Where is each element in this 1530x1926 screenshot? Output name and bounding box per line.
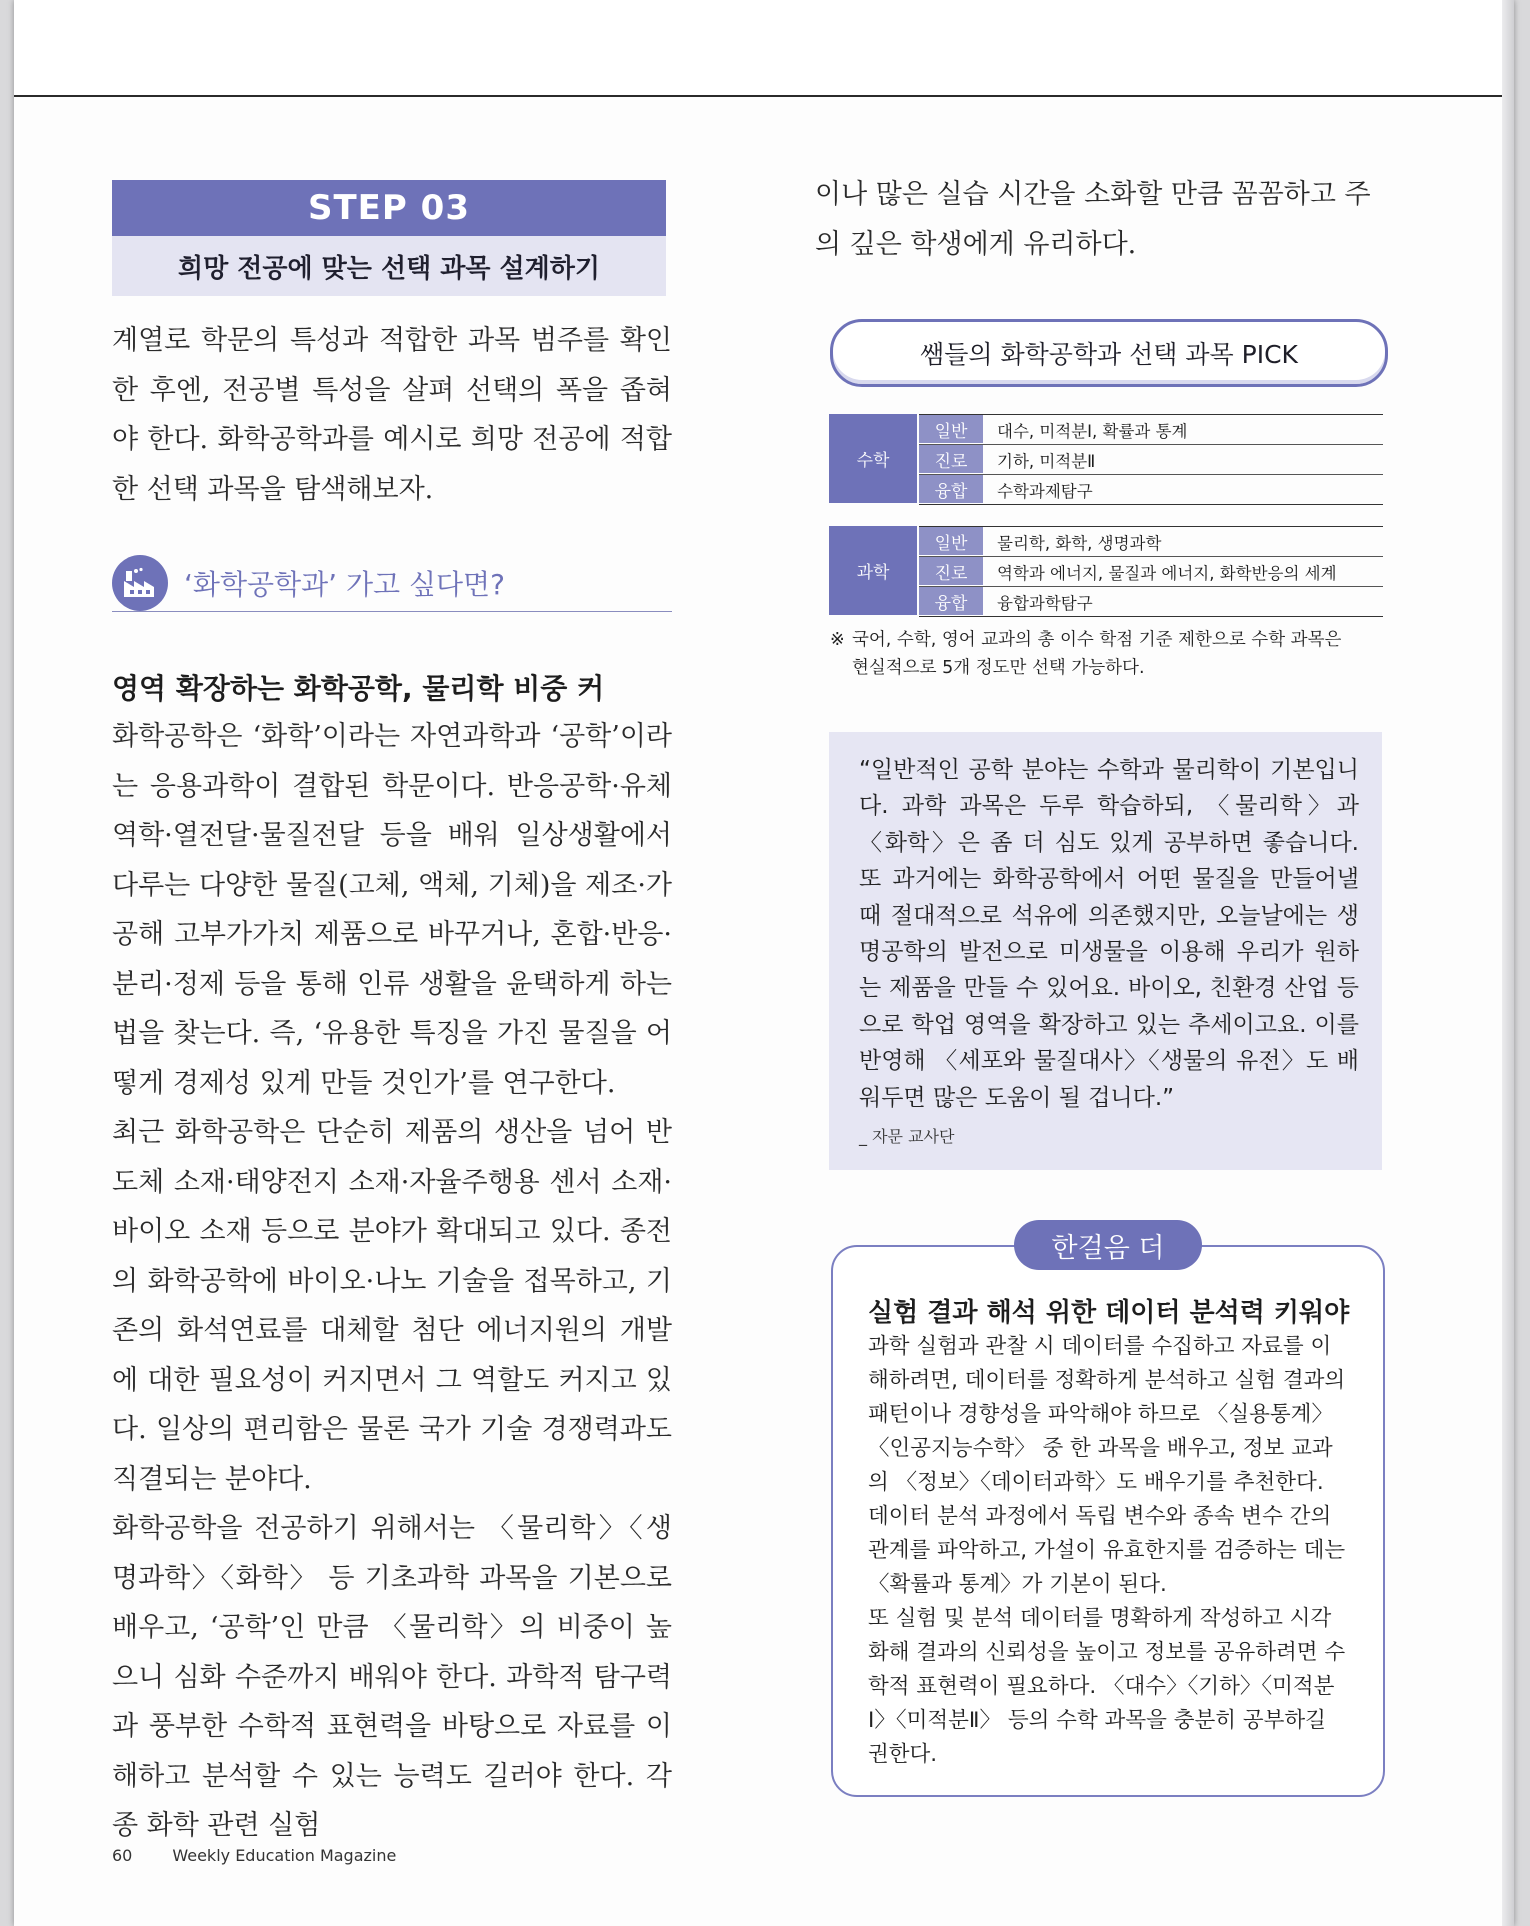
note-mark: ※ — [830, 630, 845, 650]
group-label: 수학 — [829, 414, 917, 503]
pick-group-science — [829, 526, 1383, 615]
intro-paragraph — [112, 316, 672, 514]
step-label: STEP 03 — [112, 180, 666, 236]
section-title: ‘화학공학과’ 가고 싶다면? — [184, 568, 505, 601]
table-row — [919, 557, 1383, 587]
pick-group-math — [829, 414, 1383, 503]
page-footer — [112, 1846, 396, 1865]
note-line: 현실적으로 5개 정도만 선택 가능하다. — [852, 658, 1145, 678]
row-tag: 융합 — [919, 587, 983, 616]
intro-text: 계열로 학문의 특성과 적합한 과목 범주를 확인한 후엔, 전공별 특성을 살펴 선택의 폭을 좁혀야 한다. 화학공학과를 예시로 희망 전공에 적합한 선택 과목을 탐색해보자. — [112, 325, 672, 505]
more-paragraph: 과학 실험과 관찰 시 데이터를 수집하고 자료를 이해하려면, 데이터를 정확하게 분석하고 실험 결과의 패턴이나 경향성을 파악해야 하므로 〈실용통계〉〈인공지능수학〉 중 한 과목을 배우고, 정보 교과의 〈정보〉〈데이터과학〉도 배우기를 추천한다. 데이터 분석 과정에서 독립 변수와 종속 변수 간의 관계를 파악하고, 가설이 유효한지를 검증하는 데는 〈확률과 통계〉가 기본이 된다. — [868, 1334, 1346, 1597]
row-value: 역학과 에너지, 물질과 에너지, 화학반응의 세계 — [997, 563, 1337, 583]
row-tag: 진로 — [919, 557, 983, 586]
pick-title: 쌤들의 화학공학과 선택 과목 PICK — [920, 340, 1298, 369]
row-tag: 일반 — [919, 527, 983, 556]
quote-text: “일반적인 공학 분야는 수학과 물리학이 기본입니다. 과학 과목은 두루 학습하되, 〈물리학〉과 〈화학〉은 좀 더 심도 있게 공부하면 좋습니다. 또 과거에는 화학공학에서 어떤 물질을 만들어낼 때 절대적으로 석유에 의존했지만, 오늘날에는 생명공학의 발전으로 미생물을 이용해 우리가 원하는 제품을 만들 수 있어요. 바이오, 친환경 산업 등으로 학업 영역을 확장하고 있는 추세이고요. 이를 반영해 〈세포와 물질대사〉〈생물의 유전〉도 배워두면 많은 도움이 될 겁니다.” — [859, 757, 1359, 1111]
article-paragraph: 화학공학은 ‘화학’이라는 자연과학과 ‘공학’이라는 응용과학이 결합된 학문이다. 반응공학·유체역학·열전달·물질전달 등을 배워 일상생활에서 다루는 다양한 물질(고체, 액체, 기체)을 제조·가공해 고부가가치 제품으로 바꾸거나, 혼합·반응·분리·정제 등을 통해 인류 생활을 윤택하게 하는 법을 찾는다. 즉, ‘유용한 특징을 가진 물질을 어떻게 경제성 있게 만들 것인가’를 연구한다. — [112, 721, 672, 1099]
table-row — [919, 527, 1383, 557]
advisor-quote — [829, 732, 1382, 1170]
table-row — [919, 445, 1383, 475]
page-header-band — [14, 0, 1514, 97]
article-subheading: 영역 확장하는 화학공학, 물리학 비중 커 — [112, 672, 605, 705]
more-tag: 한걸음 더 — [1014, 1220, 1202, 1270]
step-subtitle: 희망 전공에 맞는 선택 과목 설계하기 — [112, 236, 666, 296]
more-title: 실험 결과 해석 위한 데이터 분석력 키워야 — [868, 1298, 1350, 1328]
magazine-page — [14, 0, 1514, 1926]
article-continuation — [815, 170, 1385, 269]
section-heading — [112, 555, 672, 612]
group-label: 과학 — [829, 526, 917, 615]
group-rows — [919, 414, 1383, 505]
article-paragraph: 최근 화학공학은 단순히 제품의 생산을 넘어 반도체 소재·태양전지 소재·자율주행용 센서 소재·바이오 소재 등으로 분야가 확대되고 있다. 종전의 화학공학에 바이오·나노 기술을 접목하고, 기존의 화석연료를 대체할 첨단 에너지원의 개발에 대한 필요성이 커지면서 그 역할도 커지고 있다. 일상의 편리함은 물론 국가 기술 경쟁력과도 직결되는 분야다. — [112, 1117, 672, 1495]
more-paragraph: 또 실험 및 분석 데이터를 명확하게 작성하고 시각화해 결과의 신뢰성을 높이고 정보를 공유하려면 수학적 표현력이 필요하다. 〈대수〉〈기하〉〈미적분Ⅰ〉〈미적분Ⅱ〉 등의 수학 과목을 충분히 공부하길 권한다. — [868, 1606, 1346, 1767]
step-banner — [112, 180, 666, 296]
more-body — [868, 1330, 1348, 1772]
row-value: 대수, 미적분Ⅰ, 확률과 통계 — [997, 421, 1188, 441]
factory-icon — [112, 555, 168, 611]
row-tag: 일반 — [919, 415, 983, 444]
article-body — [112, 712, 672, 1851]
article-paragraph: 화학공학을 전공하기 위해서는 〈물리학〉〈생명과학〉〈화학〉 등 기초과학 과목을 기본으로 배우고, ‘공학’인 만큼 〈물리학〉의 비중이 높으니 심화 수준까지 배워야 한다. 과학적 탐구력과 풍부한 수학적 표현력을 바탕으로 자료를 이해하고 분석할 수 있는 능력도 길러야 한다. 각종 화학 관련 실험 — [112, 1513, 672, 1841]
group-rows — [919, 526, 1383, 617]
row-value: 융합과학탐구 — [997, 593, 1093, 613]
pick-title-box — [830, 319, 1388, 387]
table-row — [919, 415, 1383, 445]
row-value: 수학과제탐구 — [997, 481, 1093, 501]
note-line: 국어, 수학, 영어 교과의 총 이수 학점 기준 제한으로 수학 과목은 — [852, 630, 1342, 650]
page-number: 60 — [112, 1846, 133, 1865]
page-edge — [1502, 0, 1514, 1926]
table-row — [919, 475, 1383, 505]
row-tag: 진로 — [919, 445, 983, 474]
row-tag: 융합 — [919, 475, 983, 504]
magazine-name: Weekly Education Magazine — [172, 1846, 397, 1865]
row-value: 물리학, 화학, 생명과학 — [997, 533, 1162, 553]
row-value: 기하, 미적분Ⅱ — [997, 451, 1096, 471]
quote-source: _ 자문 교사단 — [859, 1127, 955, 1146]
pick-note — [830, 626, 1390, 682]
continuation-text: 이나 많은 실습 시간을 소화할 만큼 꼼꼼하고 주의 깊은 학생에게 유리하다. — [815, 179, 1371, 260]
table-row — [919, 587, 1383, 617]
